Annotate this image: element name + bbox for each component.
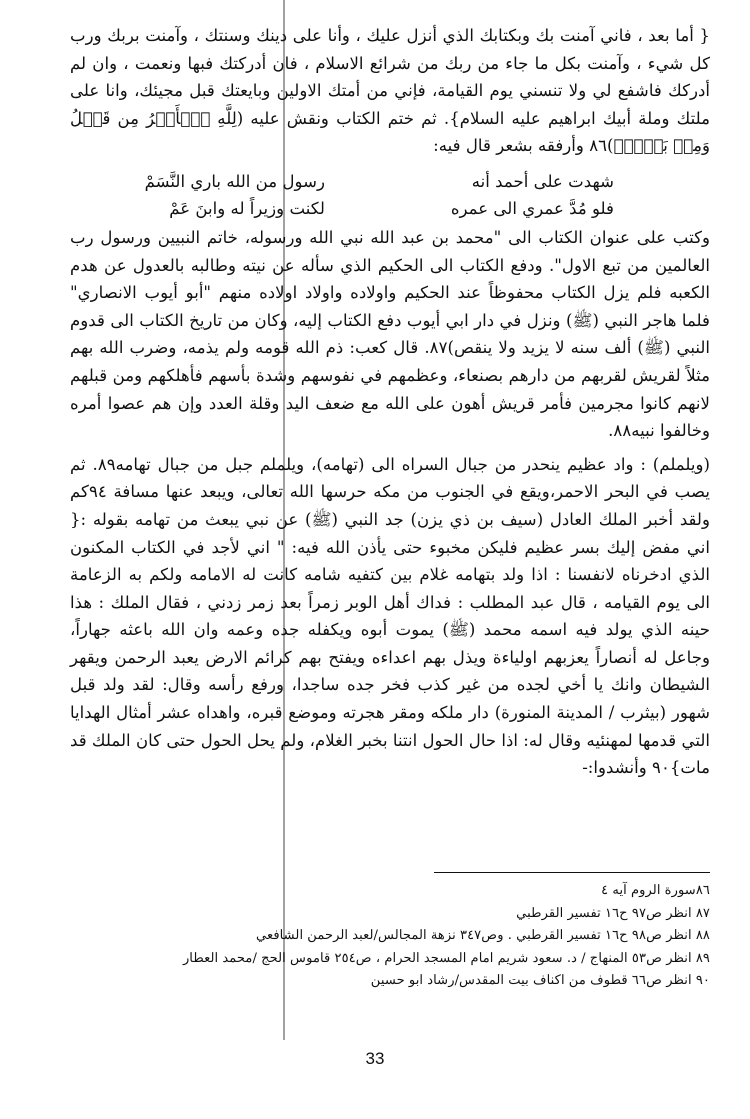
footnote-88: ٨٨ انظر ص٩٨ ح١٦ تفسير القرطبي . وص٣٤٧ نزهة المجالس/لعبد الرحمن الشافعي (255, 928, 710, 943)
page-number: 33 (365, 1049, 385, 1068)
footnote-86: ٨٦سورة الروم آيه ٤ (601, 883, 710, 898)
footnote-90: ٩٠ انظر ص٦٦ قطوف من اكناف بيت المقدس/رشاد ابو حسين (370, 973, 710, 988)
paragraph-letter-address: وكتب على عنوان الكتاب الى "محمد بن عبد الله نبي الله ورسوله، خاتم النبيين ورسول رب العالمين من تبع الاول". ودفع الكتاب الى الحكيم الذي سأله عن نيته وطالبه بالعدول عن هدم الكعبه فلم يزل الكتاب محفوظاً عند الحكيم واولاده واولاد اولاده منهم "أبو أيوب الانصاري" فلما هاجر النبي (ﷺ) ونزل في دار ابي أيوب دفع الكتاب إليه، وكان من تاريخ الكتاب الى قدوم النبي (ﷺ) ألف سنه لا يزيد ولا ينقص)٨٧. قال كعب: ذم الله قومه ولم يذمه، وضرب الله بهم مثلاً لقريش لقربهم من دارهم بصنعاء، وعظمهم في نفوسهم وشدة بأسهم فأهلكهم ومن قبلهم لانهم كانوا مجرمين فأمر قريش أهون على الله مع ضعف اليد وقلة العدد وإن هم عصوا أمره وخالفوا نبيه٨٨. (70, 227, 710, 441)
verse-2-first-hemistich: فلو مُدَّ عمري الى عمره (450, 198, 614, 218)
verse-1-second-hemistich: رسول من الله باري النَّسَمْ (144, 171, 325, 191)
footnote-87: ٨٧ انظر ص٩٧ ح١٦ تفسير القرطبي (516, 905, 710, 921)
verse-2-second-hemistich: لكنت وزيراً له وابنَ عَمْ (169, 198, 325, 218)
poem-verses (70, 168, 710, 224)
footnotes (130, 880, 710, 993)
page-body (70, 22, 710, 782)
verse-1-first-hemistich: شهدت على أحمد أنه (471, 171, 614, 191)
footnote-separator (434, 872, 710, 873)
paragraph-letter: { أما بعد ، فاني آمنت بك وبكتابك الذي أنزل عليك ، وأنا على دينك وسنتك ، وآمنت بربك ورب كل شيء ، وآمنت بكل ما جاء من ربك من شرائع الاسلام ، فان أدركتك فبها ونعمت ، وان لم أدركك فاشفع لي ولا تنسني يوم القيامة، فإني من أمتك الاولين وبايعتك قبل مجيئك، وانا على ملتك وملة أبيك ابراهيم عليه السلام}. ثم ختم الكتاب ونقش عليه (لِلَّهِ ٱلۡأَمۡرُ مِن قَبۡلُ وَمِنۢ بَعۡدُۚ)٨٦ وأرفقه بشعر قال فيه: (70, 26, 710, 156)
paragraph-yalamlam: (ويلملم) : واد عظيم ينحدر من جبال السراه الى (تهامه)، ويلملم جبل من جبال تهامه٨٩. ثم يصب في البحر الاحمر،ويقع في الجنوب من مكه حرسها الله تعالى، ويبعد عنها مسافة ٩٤كم ولقد أخبر الملك العادل (سيف بن ذي يزن) جد النبي (ﷺ) عن نبي يبعث من تهامه بقوله :{ اني مفض إليك بسر عظيم فليكن مخبوء حتى يأذن الله فيه: " اني لأجد في الكتاب المكنون الذي ادخرناه لانفسنا : اذا ولد بتهامه غلام بين كتفيه شامه كانت له الامامه ولكم به الزعامة الى يوم القيامه ، قال عبد المطلب : فداك أهل الوبر زمراً بعد زمر زدني ، فقال الملك : هذا حينه الذي يولد فيه اسمه محمد (ﷺ) يموت أبوه ويكفله جده وعمه وان الله باعثه جهاراً، وجاعل له أنصاراً يعزبهم اولياءة ويذل بهم اعداءه ويفتح بهم كرائم الارض يعبد الرحمن ويقهر الشيطان وانك يا أخي لجده من غير كذب فخر جده ساجدا، ورفع رأسه وقال: لقد ولد قبل شهور (بيثرب / المدينة المنورة) دار ملكه ومقر هجرته وموضع قبره، واهداه عشر أمثال الهدايا التي قدمها لمهنئيه وقال له: اذا حال الحول انتنا بخبر الغلام، ولم يحل الحول حتى كان الملك قد مات}٩٠ وأنشدوا:- (70, 454, 710, 778)
footnote-89: ٨٩ انظر ص٥٣ المنهاج / د. سعود شريم امام المسجد الحرام ، ص٢٥٤ قاموس الحج /محمد العطار (182, 950, 710, 966)
